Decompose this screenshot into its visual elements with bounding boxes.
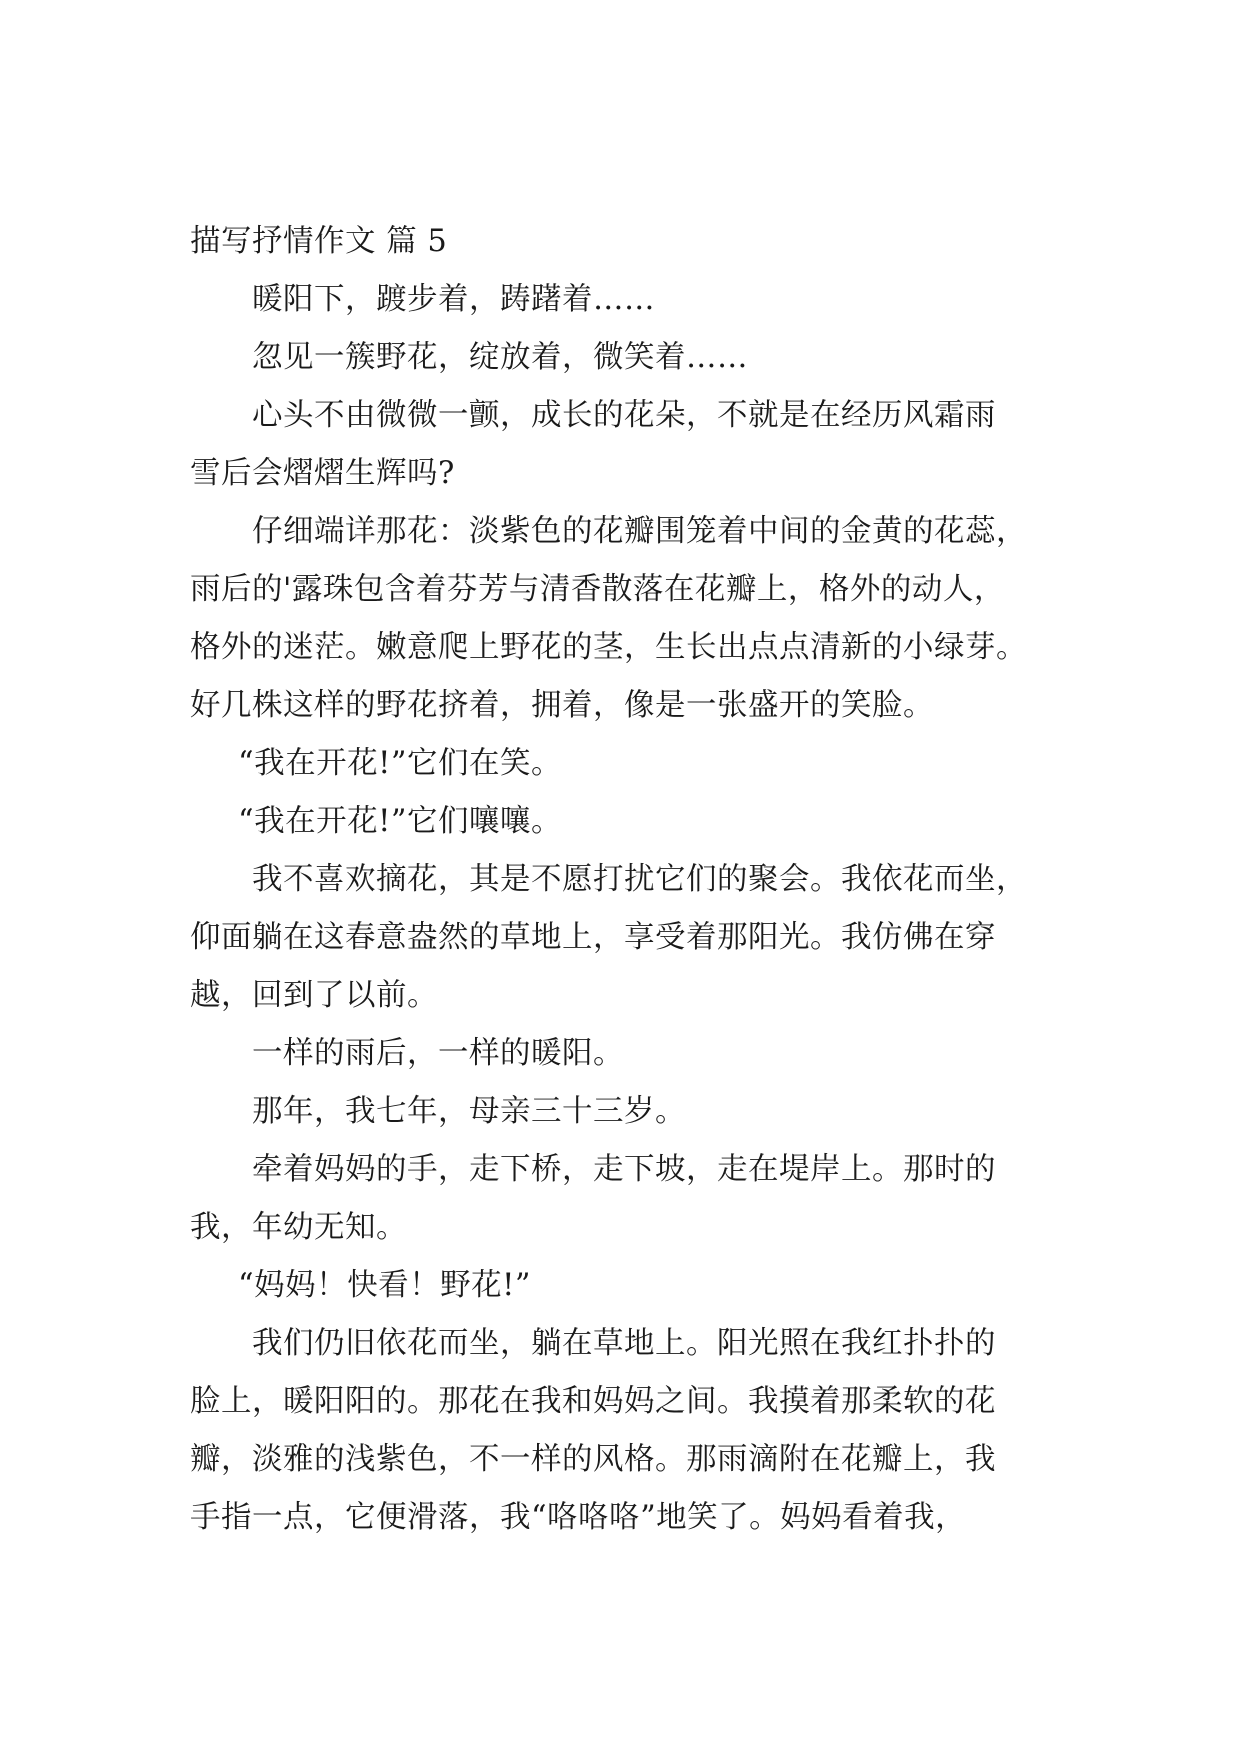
paragraph-line: 暖阳下，踱步着，踌躇着…… bbox=[252, 282, 655, 317]
paragraph-line: 心头不由微微一颤，成长的花朵，不就是在经历风霜雨 bbox=[252, 398, 996, 433]
paragraph-line: “我在开花!”它们嚷嚷。 bbox=[238, 804, 562, 839]
document-title: 描写抒情作文 篇 5 bbox=[190, 224, 448, 259]
paragraph-line: “我在开花!”它们在笑。 bbox=[238, 746, 562, 781]
paragraph-line: 格外的迷茫。嫩意爬上野花的茎，生长出点点清新的小绿芽。 bbox=[190, 630, 1027, 665]
paragraph-line: 雨后的'露珠包含着芬芳与清香散落在花瓣上，格外的动人， bbox=[190, 572, 1005, 607]
paragraph-line: “妈妈！快看！野花!” bbox=[238, 1268, 531, 1303]
document-page bbox=[190, 222, 1070, 1602]
paragraph-line: 那年，我七年，母亲三十三岁。 bbox=[252, 1094, 686, 1129]
paragraph-line: 脸上，暖阳阳的。那花在我和妈妈之间。我摸着那柔软的花 bbox=[190, 1384, 996, 1419]
paragraph-line: 越，回到了以前。 bbox=[190, 978, 438, 1013]
paragraph-line: 瓣，淡雅的浅紫色，不一样的风格。那雨滴附在花瓣上，我 bbox=[190, 1442, 996, 1477]
paragraph-line: 雪后会熠熠生辉吗? bbox=[190, 456, 455, 491]
paragraph-line: 牵着妈妈的手，走下桥，走下坡，走在堤岸上。那时的 bbox=[252, 1152, 996, 1187]
paragraph-line: 我不喜欢摘花，其是不愿打扰它们的聚会。我依花而坐， bbox=[252, 862, 1027, 897]
paragraph-line: 仰面躺在这春意盎然的草地上，享受着那阳光。我仿佛在穿 bbox=[190, 920, 996, 955]
paragraph-line: 我，年幼无知。 bbox=[190, 1210, 407, 1245]
paragraph-line: 仔细端详那花：淡紫色的花瓣围笼着中间的金黄的花蕊， bbox=[252, 514, 1027, 549]
paragraph-line: 我们仍旧依花而坐，躺在草地上。阳光照在我红扑扑的 bbox=[252, 1326, 996, 1361]
paragraph-line: 一样的雨后，一样的暖阳。 bbox=[252, 1036, 624, 1071]
paragraph-line: 忽见一簇野花，绽放着，微笑着…… bbox=[252, 340, 748, 375]
paragraph-line: 好几株这样的野花挤着，拥着，像是一张盛开的笑脸。 bbox=[190, 688, 934, 723]
paragraph-line: 手指一点，它便滑落，我“咯咯咯”地笑了。妈妈看着我， bbox=[190, 1500, 967, 1535]
